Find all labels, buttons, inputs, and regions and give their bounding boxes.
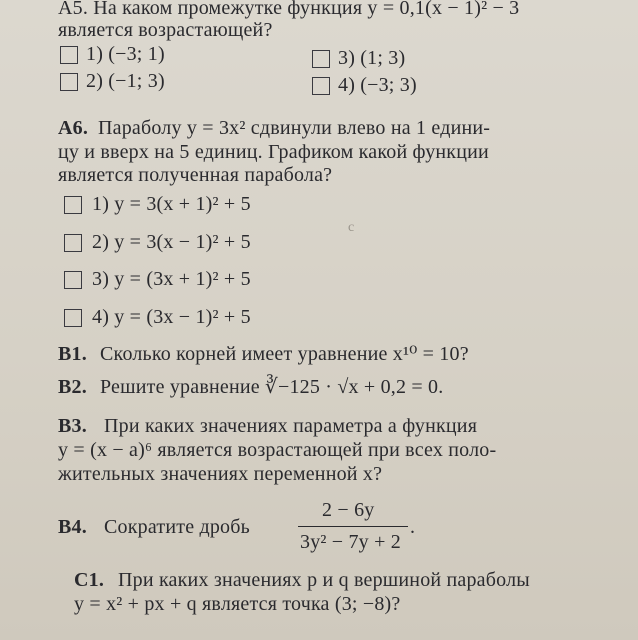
a5-option1: 1) (−3; 1): [86, 43, 165, 65]
b1-text: Сколько корней имеет уравнение x¹⁰ = 10?: [100, 343, 469, 365]
a5-option4-checkbox[interactable]: [312, 77, 330, 95]
a6-question-line3: является полученная парабола?: [58, 164, 333, 186]
a6-option1-checkbox[interactable]: [64, 196, 82, 214]
b4-numerator: 2 − 6y: [322, 499, 375, 521]
a6-option2: 2) y = 3(x − 1)² + 5: [92, 231, 251, 253]
c1-label: С1.: [74, 569, 105, 591]
b3-line1: При каких значениях параметра a функция: [104, 415, 478, 437]
a6-option2-checkbox[interactable]: [64, 234, 82, 252]
b4-label: В4.: [58, 516, 87, 538]
c1-line1: При каких значениях p и q вершиной параболы: [118, 569, 530, 591]
b4-text: Сократите дробь: [104, 516, 250, 538]
a6-question-line2: цу и вверх на 5 единиц. Графиком какой функции: [58, 141, 489, 163]
a5-question-line1: А5. На каком промежутке функция y = 0,1(x − 1)² − 3: [58, 0, 520, 19]
b4-denominator: 3y² − 7y + 2: [300, 531, 401, 553]
a5-option2-checkbox[interactable]: [60, 73, 78, 91]
a5-option4: 4) (−3; 3): [338, 74, 417, 96]
b3-label: В3.: [58, 415, 87, 437]
a5-question-line2: является возрастающей?: [58, 19, 273, 41]
a6-option4: 4) y = (3x − 1)² + 5: [92, 306, 251, 328]
a5-option1-checkbox[interactable]: [60, 46, 78, 64]
b2-text: Решите уравнение ∛−125 · √x + 0,2 = 0.: [100, 376, 444, 398]
a6-option4-checkbox[interactable]: [64, 309, 82, 327]
a6-question-line1: Параболу y = 3x² сдвинули влево на 1 едини-: [98, 117, 491, 139]
b3-line2: y = (x − a)⁶ является возрастающей при всех поло-: [58, 439, 497, 461]
stray-pencil-mark: c: [348, 220, 355, 235]
a5-option3: 3) (1; 3): [338, 47, 406, 69]
a6-option3: 3) y = (3x + 1)² + 5: [92, 268, 251, 290]
b3-line3: жительных значениях переменной x?: [58, 463, 383, 485]
b1-label: В1.: [58, 343, 87, 365]
b4-fraction-bar: [298, 526, 408, 527]
b2-label: В2.: [58, 376, 87, 398]
a5-option2: 2) (−1; 3): [86, 70, 165, 92]
a6-option1: 1) y = 3(x + 1)² + 5: [92, 193, 251, 215]
a6-option3-checkbox[interactable]: [64, 271, 82, 289]
b4-end: .: [410, 516, 416, 538]
a5-option3-checkbox[interactable]: [312, 50, 330, 68]
a6-label: А6.: [58, 117, 89, 139]
c1-line2: y = x² + px + q является точка (3; −8)?: [74, 593, 401, 615]
